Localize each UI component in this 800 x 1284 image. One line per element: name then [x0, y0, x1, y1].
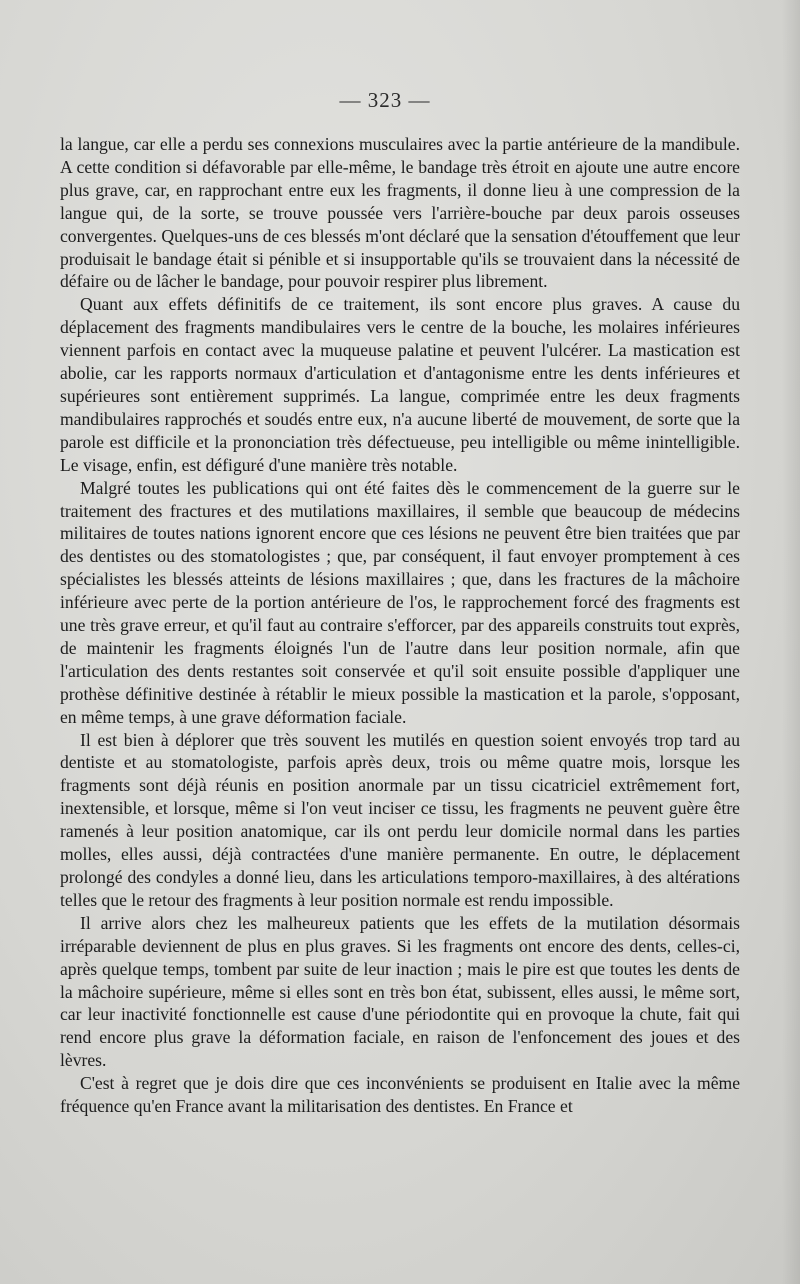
page-number: — 323 —: [339, 88, 431, 112]
body-text: [60, 133, 740, 1118]
paragraph: Il arrive alors chez les malheureux patients que les effets de la mutilation désormais irréparable deviennent de plus en plus graves. Si les fragments ont encore des dents, celles-ci, après quelque temps, tombent par suite de leur inaction ; mais le pire est que toutes les dents de la mâchoire supérieure, même si elles sont en très bon état, subissent, elles aussi, le même sort, car leur inactivité fonctionnelle est cause d'une périodontite qui en provoque la chute, fait qui rend encore plus grave la déformation faciale, en raison de l'enfoncement des joues et des lèvres.: [60, 912, 740, 1071]
paragraph-continuation: la langue, car elle a perdu ses connexions musculaires avec la partie antérieure de la mandibule. A cette condition si défavorable par elle-même, le bandage très étroit en ajoute une autre encore plus grave, car, en rapprochant entre eux les fragments, il donne lieu à une compression de la langue qui, de la sorte, se trouve poussée vers l'arrière-bouche par deux parois osseuses convergentes. Quelques-uns de ces blessés m'ont déclaré que la sensation d'étouffement que leur produisait le bandage était si pénible et si insupportable qu'ils se trouvaient dans la nécessité de défaire ou de lâcher le bandage, pour pouvoir respirer plus librement.: [60, 134, 740, 292]
paragraph: C'est à regret que je dois dire que ces inconvénients se produisent en Italie avec la même fréquence qu'en France avant la militarisation des dentistes. En France et: [60, 1073, 740, 1117]
paragraph: Quant aux effets définitifs de ce traitement, ils sont encore plus graves. A cause du déplacement des fragments mandibulaires vers le centre de la bouche, les molaires inférieures viennent parfois en contact avec la muqueuse palatine et peuvent l'ulcérer. La mastication est abolie, car les rapports normaux d'articulation et d'antagonisme entre les dents inférieures et supérieures sont entièrement supprimés. La langue, comprimée entre les deux fragments mandibulaires rapprochés et soudés entre eux, n'a aucune liberté de mouvement, de sorte que la parole est difficile et la prononciation très défectueuse, peu intelligible ou même inintelligible. Le visage, enfin, est défiguré d'une manière très notable.: [60, 294, 740, 475]
page-edge-shadow: [782, 0, 800, 1284]
paragraph: Il est bien à déplorer que très souvent les mutilés en question soient envoyés trop tard au dentiste et au stomatologiste, parfois après deux, trois ou même quatre mois, lorsque les fragments sont déjà réunis en position anormale par un tissu cicatriciel extrêmement fort, inextensible, et lorsque, même si l'on veut inciser ce tissu, les fragments ne peuvent guère être ramenés à leur position anatomique, car ils ont perdu leur domicile normal dans les parties molles, elles aussi, déjà contractées d'une manière permanente. En outre, le déplacement prolongé des condyles a donné lieu, dans les articulations temporo-maxillaires, à des altérations telles que le retour des fragments à leur position normale est rendu impossible.: [60, 729, 740, 910]
paragraph: Malgré toutes les publications qui ont été faites dès le commencement de la guerre sur le traitement des fractures et des mutilations maxillaires, il semble que beaucoup de médecins militaires de toutes nations ignorent encore que ces lésions ne peuvent être bien traitées que par des dentistes ou des stomatologistes ; que, par conséquent, il faut envoyer promptement à ces spécialistes les blessés atteints de lésions maxillaires ; que, dans les fractures de la mâchoire inférieure avec perte de la portion antérieure de l'os, le rapprochement forcé des fragments est une très grave erreur, et qu'il faut au contraire s'efforcer, par des appareils construits tout exprès, de maintenir les fragments éloignés l'un de l'autre dans leur position normale, afin que l'articulation des dents restantes soit conservée et qu'il soit ensuite possible d'appliquer une prothèse définitive destinée à rétablir le mieux possible la mastication et la parole, s'opposant, en même temps, à une grave déformation faciale.: [60, 477, 740, 727]
